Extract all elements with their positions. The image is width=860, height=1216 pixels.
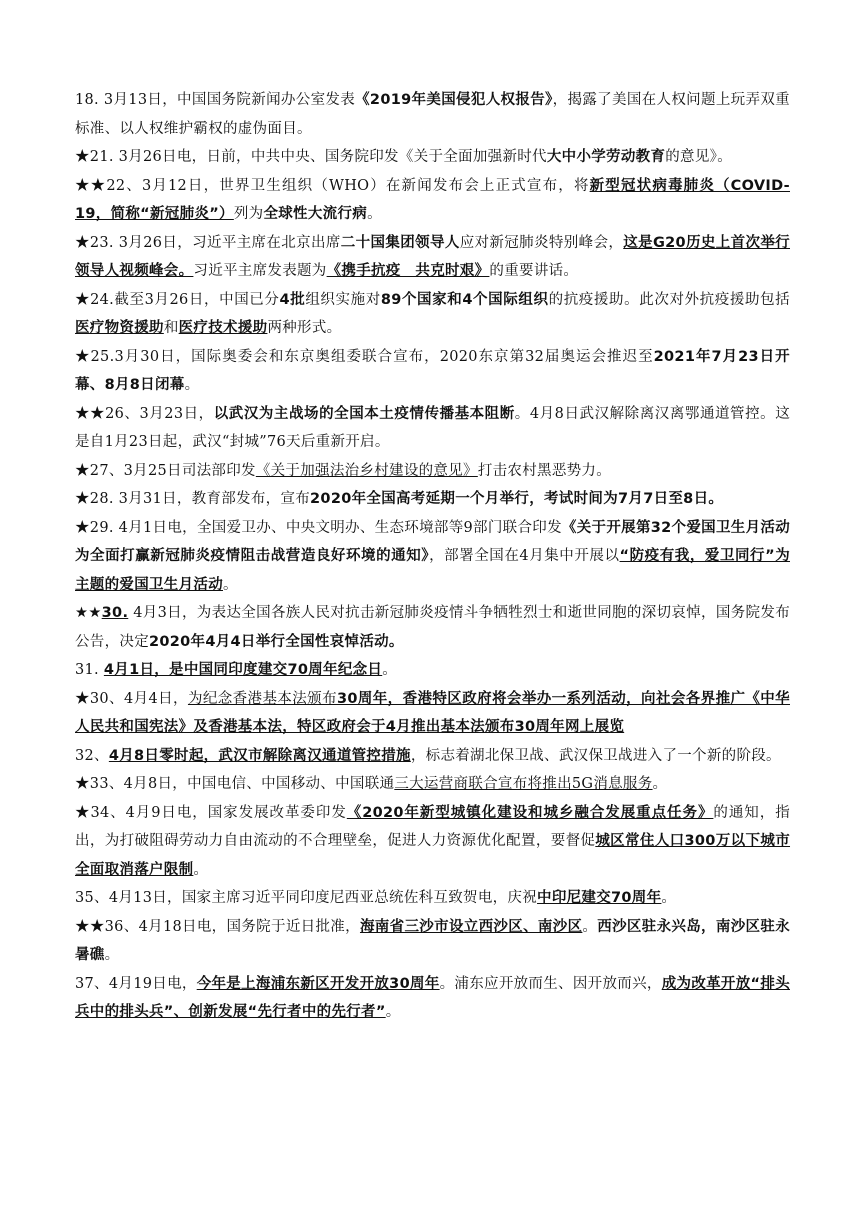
news-item-text: 为纪念香港基本法颁布 xyxy=(187,690,337,707)
news-item-text: 18. 3月13日，中国国务院新闻办公室发表 xyxy=(75,92,356,108)
news-item-text: 新型冠状病毒肺炎（COVID-19，简称“新冠肺炎”） xyxy=(75,177,790,222)
news-item-text: 组织实施对 xyxy=(305,291,381,308)
news-item xyxy=(75,229,790,286)
news-item-text: 4月1日，是中国同印度建交70周年纪念日 xyxy=(103,662,383,678)
news-item-text: 两种形式。 xyxy=(267,320,342,336)
news-item-text: 4月8日零时起，武汉市解除离汉通道管控措施 xyxy=(108,747,411,764)
news-item xyxy=(75,656,790,685)
news-item-text: 31. xyxy=(75,662,104,678)
news-item-text: 32、 xyxy=(75,747,109,764)
news-item-text: 医疗物资援助 xyxy=(75,320,164,336)
news-item-text: 城区常住人口300万以下城市全面取消落户限制 xyxy=(75,833,791,878)
news-item-text: 。 xyxy=(367,206,382,222)
news-item-text: 这是G20历史上首次举行领导人视频峰会。 xyxy=(75,234,790,279)
news-item xyxy=(75,143,790,172)
document-body xyxy=(75,86,790,1027)
news-item xyxy=(75,742,790,771)
news-item-text: ★23. 3月26日，习近平主席在北京出席 xyxy=(75,234,341,251)
news-item-text: ★34、4月9日电，国家发展改革委印发 xyxy=(75,804,347,821)
news-item-text: 。 xyxy=(104,947,120,963)
news-item-text: ★30、4月4日， xyxy=(75,690,188,707)
news-item xyxy=(75,514,790,600)
news-item-text: 35、4月13日，国家主席习近平同印度尼西亚总统佐科互致贺电，庆祝 xyxy=(75,890,538,906)
news-item xyxy=(75,913,790,970)
news-item-text: 。 xyxy=(652,776,668,792)
news-item-text: “防疫有我，爱卫同行”为主题的爱国卫生月活动 xyxy=(75,548,790,593)
news-item-text: 应对新冠肺炎特别峰会， xyxy=(459,234,624,251)
news-item xyxy=(75,286,790,343)
news-item-text: 西沙区驻永兴岛，南沙区驻永暑礁 xyxy=(75,918,790,963)
news-item-text: 医疗技术援助 xyxy=(178,320,268,336)
news-item-text: ★21. 3月26日电，日前，中共中央、国务院印发《关于全面加强新时代 xyxy=(75,149,547,165)
news-item-text: 三大运营商联合宣布将推出5G消息服务 xyxy=(394,776,653,792)
news-item-text: 。 xyxy=(193,861,209,878)
news-item-text: 。 xyxy=(582,918,598,935)
news-item-text: ，标志着湖北保卫战、武汉保卫战进入了一个新的阶段。 xyxy=(410,747,781,764)
news-item-text: 。浦东应开放而生、因开放而兴， xyxy=(439,975,662,992)
news-item-text: 的意见》。 xyxy=(665,149,732,165)
news-item-text: 全球性大流行病 xyxy=(263,206,368,222)
news-item xyxy=(75,400,790,457)
news-item-text: 《2019年美国侵犯人权报告》 xyxy=(355,92,553,108)
news-item-text: 《携手抗疫 共克时艰》 xyxy=(326,263,490,279)
news-item xyxy=(75,86,790,143)
news-item-text: 。4月8日武汉解除离汉离鄂通道管控。这是自1月23日起，武汉“封城”76天后重新开启。 xyxy=(75,405,791,450)
news-item-text: 。 xyxy=(184,377,200,393)
news-item-text: 的抗疫援助。此次对外抗疫援助包括 xyxy=(548,291,790,308)
news-item-text: ★★22、3月12日，世界卫生组织（WHO）在新闻发布会上正式宣布，将 xyxy=(75,177,590,194)
news-item xyxy=(75,172,790,229)
news-item xyxy=(75,485,790,514)
news-item-text: 《2020年新型城镇化建设和城乡融合发展重点任务》 xyxy=(346,804,714,821)
news-item-text: ★24.截至3月26日，中国已分 xyxy=(75,291,280,308)
news-item-text: 。 xyxy=(382,662,398,678)
news-item-text: 中印尼建交70周年 xyxy=(537,890,662,906)
news-item-text: ★27、3月25日司法部印发 xyxy=(75,462,256,479)
news-item-text: ，部署全国在4月集中开展以 xyxy=(429,548,620,564)
news-item xyxy=(75,884,790,913)
news-item-text: ★28. 3月31日，教育部发布，宣布 xyxy=(75,491,311,507)
news-item xyxy=(75,970,790,1027)
news-item-text: 2020年4月4日举行全国性哀悼活动。 xyxy=(149,633,404,650)
news-item-text: 列为 xyxy=(233,206,264,222)
news-item-text: 。 xyxy=(661,890,677,906)
news-item xyxy=(75,799,790,885)
news-item-text: ★★ xyxy=(75,605,102,621)
news-item xyxy=(75,599,790,656)
news-item-text: 的重要讲话。 xyxy=(489,263,579,279)
news-item-text: 的通知，指出，为打破阻碍劳动力自由流动的不合理壁垒，促进人力资源优化配置，要督促 xyxy=(75,804,790,849)
news-item xyxy=(75,457,790,486)
news-item-text: 4月3日，为表达全国各族人民对抗击新冠肺炎疫情斗争牺牲烈士和逝世同胞的深切哀悼，国务院发布公告，决定 xyxy=(75,605,790,650)
news-item-text: 大中小学劳动教育 xyxy=(546,149,666,165)
news-item xyxy=(75,770,790,799)
news-item-text: 。 xyxy=(223,576,238,593)
news-item-text: 《关于加强法治乡村建设的意见》 xyxy=(255,462,478,479)
news-item xyxy=(75,343,790,400)
news-item-text: 二十国集团领导人 xyxy=(340,234,460,251)
news-item-text: 30. xyxy=(101,605,129,621)
news-item-text: ★33、4月8日，中国电信、中国移动、中国联通 xyxy=(75,776,395,792)
news-item-text: ，揭露了美国在人权问题上玩弄双重标准、以人权维护霸权的虚伪面目。 xyxy=(75,92,790,137)
news-item-text: 37、4月19日电， xyxy=(75,975,197,992)
news-item-text: ★★26、3月23日， xyxy=(75,405,214,422)
news-item-text: 2020年全国高考延期一个月举行，考试时间为7月7日至8日。 xyxy=(310,491,724,507)
news-item-text: 30周年，香港特区政府将会举办一系列活动，向社会各界推广《中华人民共和国宪法》及香港基本法，特区政府会于4月推出基本法颁布30周年网上展览 xyxy=(75,690,790,735)
news-item-text: 和 xyxy=(163,320,179,336)
news-item xyxy=(75,685,790,742)
news-item-text: 以武汉为主战场的全国本土疫情传播基本阻断 xyxy=(213,405,515,422)
news-item-text: 《关于开展第32个爱国卫生月活动为全面打赢新冠肺炎疫情阻击战营造良好环境的通知》 xyxy=(75,519,790,564)
news-item-text: ★★36、4月18日电，国务院于近日批准， xyxy=(75,918,360,935)
news-item-text: ★29. 4月1日电，全国爱卫办、中央文明办、生态环境部等9部门联合印发 xyxy=(75,519,562,536)
news-item-text: 。 xyxy=(385,1004,401,1020)
news-item-text: 今年是上海浦东新区开发开放30周年 xyxy=(196,975,440,992)
news-item-text: 打击农村黑恶势力。 xyxy=(477,462,612,479)
news-item-text: 89个国家和4个国际组织 xyxy=(380,291,549,308)
news-item-text: 海南省三沙市设立西沙区、南沙区 xyxy=(359,918,583,935)
news-item-text: 2021年7月23日开幕、8月8日闭幕 xyxy=(75,348,790,393)
news-item-text: ★25.3月30日，国际奥委会和东京奥组委联合宣布，2020东京第32届奥运会推迟至 xyxy=(75,348,654,365)
news-item-text: 习近平主席发表题为 xyxy=(193,263,327,279)
news-item-text: 4批 xyxy=(279,291,306,308)
news-item-text: 成为改革开放“排头兵中的排头兵”、创新发展“先行者中的先行者” xyxy=(75,975,790,1020)
